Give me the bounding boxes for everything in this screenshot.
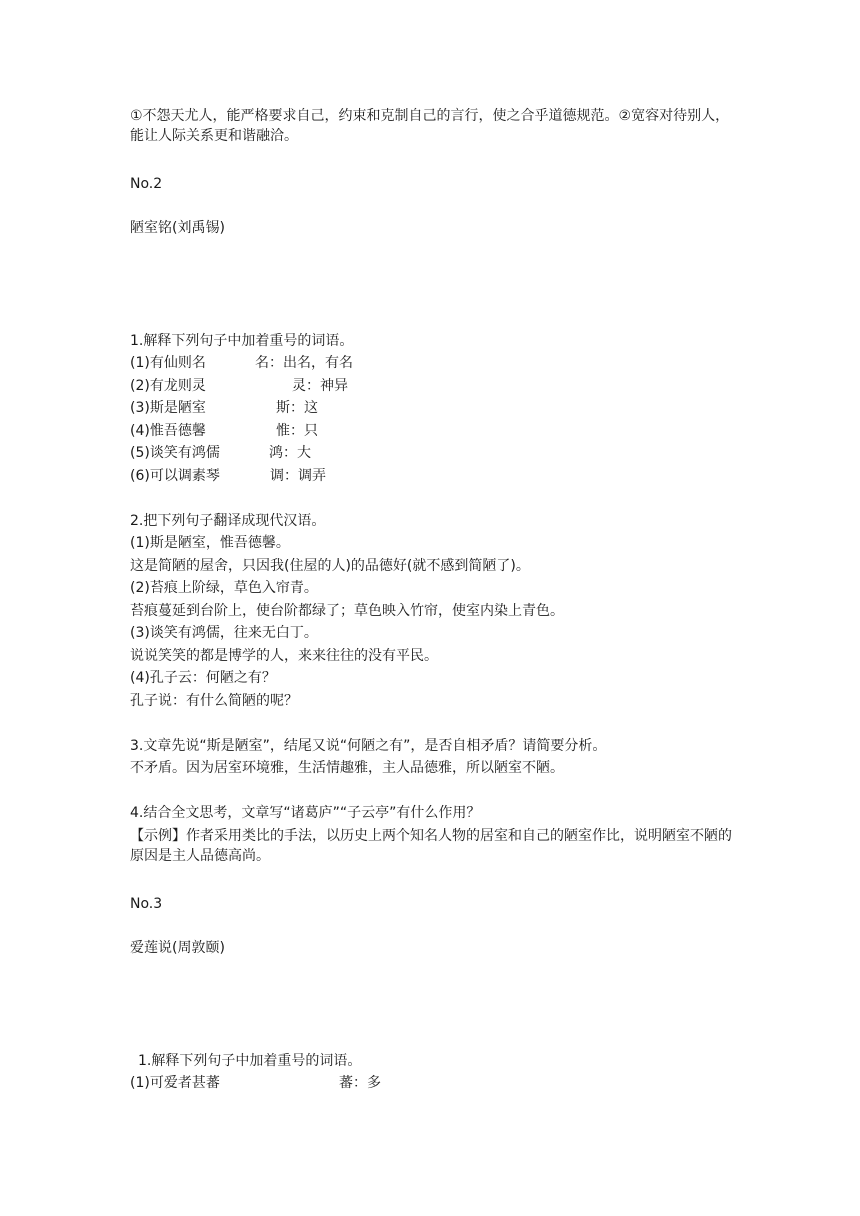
- source-sentence: (1)斯是陋室，惟吾德馨。: [130, 535, 290, 551]
- vocab-term: (6)可以调素琴: [130, 468, 220, 484]
- source-sentence: (2)苔痕上阶绿，草色入帘青。: [130, 580, 318, 596]
- answer-3: 不矛盾。因为居室环境雅，生活情趣雅，主人品德雅，所以陋室不陋。: [130, 760, 564, 776]
- vocab-term: (4)惟吾德馨: [130, 423, 206, 439]
- vocab-definition: 斯：这: [276, 400, 318, 416]
- vocab-definition: 蕃：多: [339, 1075, 381, 1091]
- translation: 苔痕蔓延到台阶上，使台阶都绿了；草色映入竹帘，使室内染上青色。: [130, 603, 564, 619]
- question-3: 3.文章先说“斯是陋室”，结尾又说“何陋之有”，是否自相矛盾？请简要分析。: [130, 738, 607, 754]
- intro-paragraph: ①不怨天尤人，能严格要求自己，约束和克制自己的言行，使之合乎道德规范。②宽容对待别人，能让人际关系更和谐融洽。: [130, 108, 730, 144]
- section-title: 爱莲说(周敦颐): [130, 940, 225, 956]
- vocab-definition: 鸿：大: [269, 445, 311, 461]
- vocab-term: (1)有仙则名: [130, 355, 206, 371]
- source-sentence: (3)谈笑有鸿儒，往来无白丁。: [130, 625, 318, 641]
- vocab-term: (1)可爱者甚蕃: [130, 1075, 220, 1091]
- vocab-item: [130, 353, 206, 373]
- translation: 这是简陋的屋舍，只因我(住屋的人)的品德好(就不感到简陋了)。: [130, 558, 530, 574]
- vocab-definition: 惟：只: [276, 423, 318, 439]
- source-sentence: (4)孔子云：何陋之有？: [130, 670, 276, 686]
- vocab-item: [130, 398, 206, 418]
- answer-4: 【示例】作者采用类比的手法，以历史上两个知名人物的居室和自己的陋室作比，说明陋室不陋的原因是主人品德高尚。: [130, 828, 732, 864]
- question-2: 2.把下列句子翻译成现代汉语。: [130, 513, 326, 529]
- question-1: 1.解释下列句子中加着重号的词语。: [130, 333, 354, 349]
- section-title: 陋室铭(刘禹锡): [130, 220, 225, 236]
- vocab-definition: 灵：神异: [292, 378, 348, 394]
- vocab-term: (2)有龙则灵: [130, 378, 206, 394]
- vocab-definition: 名：出名，有名: [255, 355, 353, 371]
- vocab-term: (3)斯是陋室: [130, 400, 206, 416]
- question-4: 4.结合全文思考，文章写“诸葛庐”“子云亭”有什么作用？: [130, 805, 481, 821]
- vocab-item: [130, 1073, 220, 1093]
- vocab-definition: 调：调弄: [270, 468, 326, 484]
- vocab-item: [130, 421, 206, 441]
- section-number: No.2: [130, 176, 163, 192]
- translation: 孔子说：有什么简陋的呢？: [130, 693, 298, 709]
- vocab-item: [130, 466, 220, 486]
- section-number: No.3: [130, 896, 163, 912]
- question-1: 1.解释下列句子中加着重号的词语。: [138, 1053, 362, 1069]
- vocab-item: [130, 443, 220, 463]
- vocab-item: [130, 376, 206, 396]
- vocab-term: (5)谈笑有鸿儒: [130, 445, 220, 461]
- translation: 说说笑笑的都是博学的人，来来往往的没有平民。: [130, 648, 438, 664]
